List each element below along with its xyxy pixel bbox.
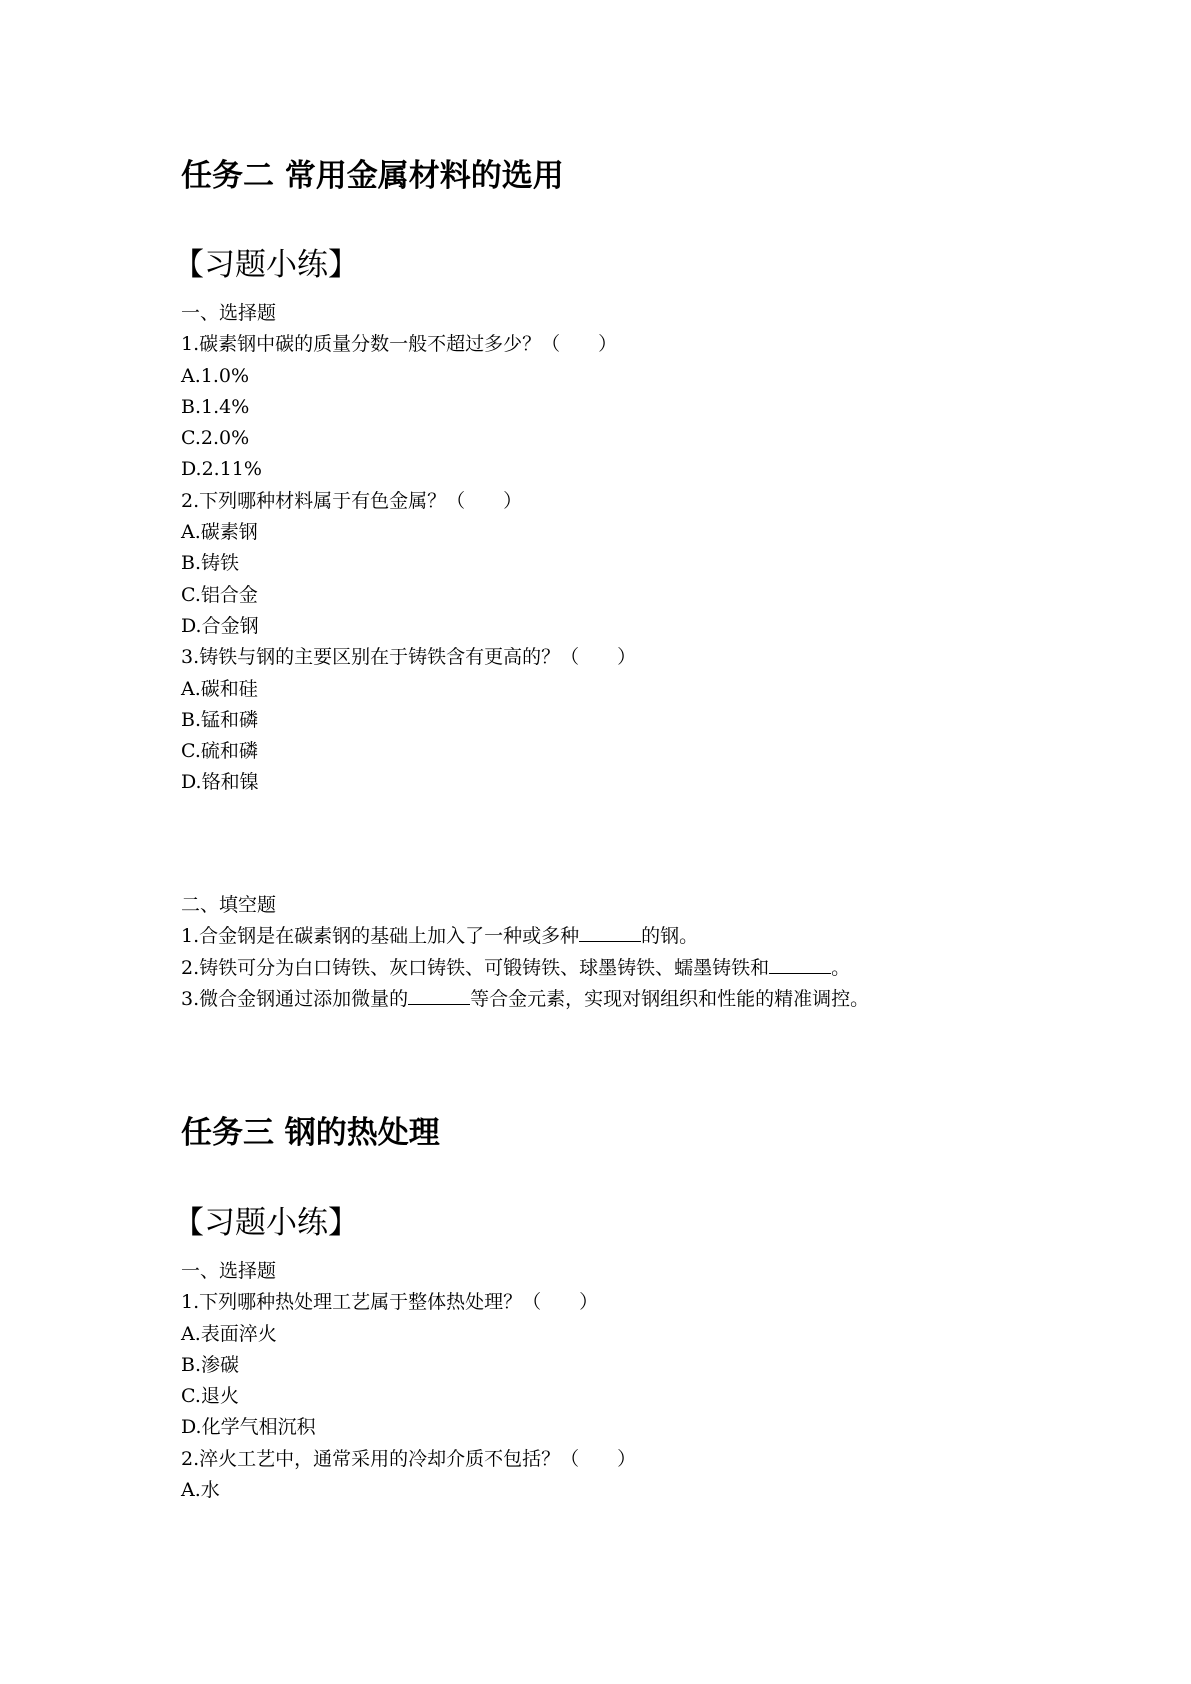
option: A.水 [181,1479,220,1502]
answer-blank [408,986,470,1005]
section-title: 任务三 钢的热处理 [181,1115,440,1151]
fill-blank-item [181,921,869,952]
question-stem: 3.铸铁与钢的主要区别在于铸铁含有更高的？（ ） [181,646,637,669]
option: B.铸铁 [181,552,240,575]
option: C.退火 [181,1385,239,1408]
blank-text-before: 3.微合金钢通过添加微量的 [181,987,409,1010]
blank-text-before: 1.合金钢是在碳素钢的基础上加入了一种或多种 [181,925,580,948]
question-block [181,1256,636,1506]
question-stem: 2.淬火工艺中，通常采用的冷却介质不包括？（ ） [181,1447,637,1470]
option: D.化学气相沉积 [181,1416,316,1439]
option: A.表面淬火 [181,1322,277,1345]
option: D.2.11% [181,458,262,481]
option: D.合金钢 [181,614,259,637]
part-heading: 二、填空题 [181,894,277,916]
fill-blank-block [181,890,869,1015]
option: A.碳和硅 [181,677,258,700]
question-stem: 2.下列哪种材料属于有色金属？（ ） [181,489,523,512]
option: B.锰和磷 [181,708,259,731]
answer-blank [579,923,641,942]
option: B.1.4% [181,395,250,418]
question-stem: 1.下列哪种热处理工艺属于整体热处理？（ ） [181,1291,599,1314]
question-block [181,298,636,799]
practice-heading: 【习题小练】 [173,1205,359,1241]
part-heading: 一、选择题 [181,1260,277,1282]
blank-text-after: 的钢。 [641,925,699,948]
fill-blank-item [181,953,869,984]
option: D.铬和镍 [181,771,259,794]
section-title: 任务二 常用金属材料的选用 [181,158,564,194]
fill-blank-item [181,984,869,1015]
blank-text-after: 等合金元素，实现对钢组织和性能的精准调控。 [470,987,870,1010]
option: C.硫和磷 [181,740,258,763]
answer-blank [769,955,831,974]
option: C.2.0% [181,427,250,450]
question-stem: 1.碳素钢中碳的质量分数一般不超过多少？（ ） [181,333,618,356]
option: A.碳素钢 [181,521,258,544]
option: B.渗碳 [181,1353,240,1376]
part-heading: 一、选择题 [181,302,277,324]
blank-text-after: 。 [831,956,851,979]
practice-heading: 【习题小练】 [173,247,359,283]
option: A.1.0% [181,364,250,387]
option: C.铝合金 [181,583,258,606]
blank-text-before: 2.铸铁可分为白口铸铁、灰口铸铁、可锻铸铁、球墨铸铁、蠕墨铸铁和 [181,956,770,979]
